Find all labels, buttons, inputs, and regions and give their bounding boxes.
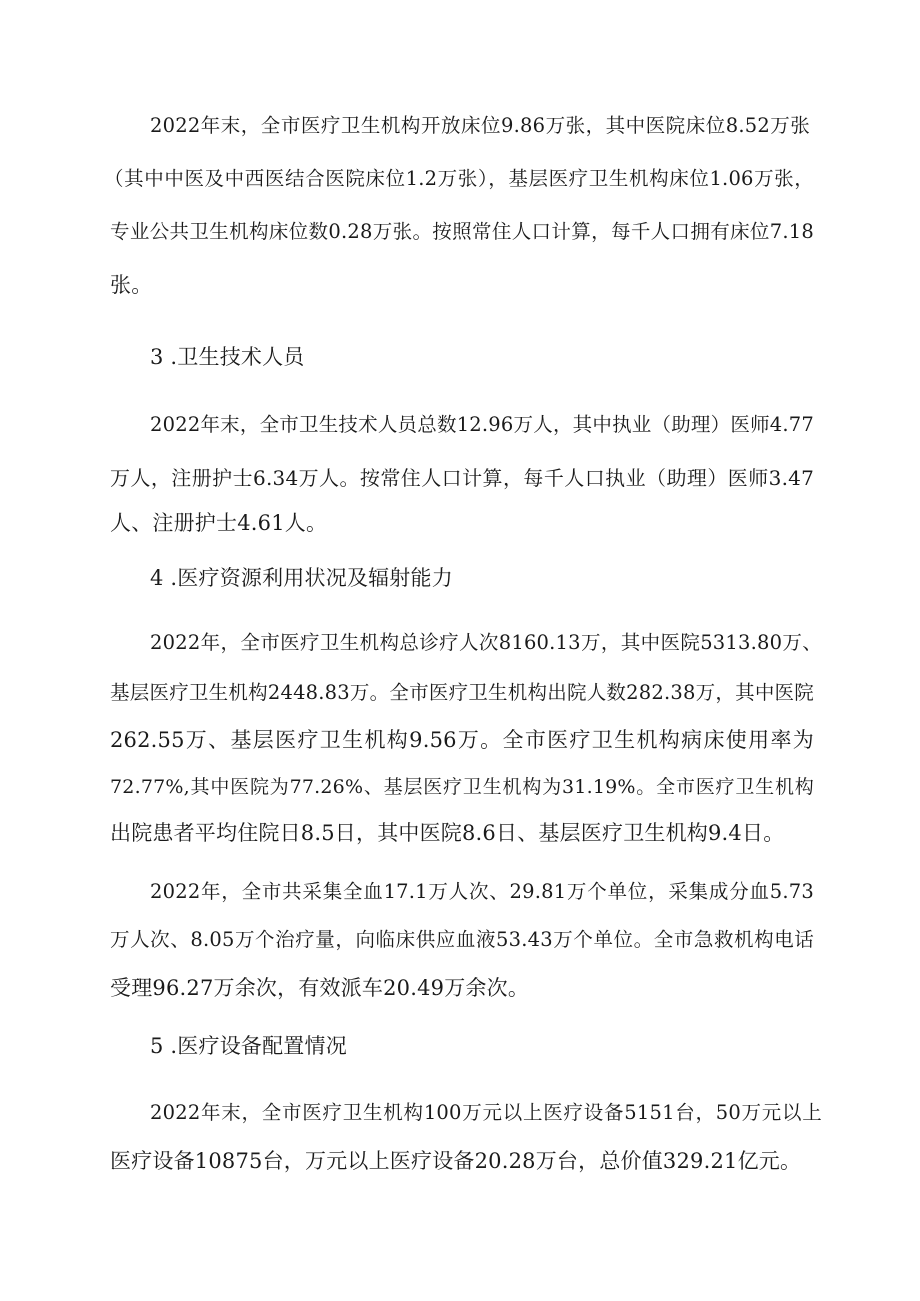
paragraph-line: 万人次、8.05万个治疗量，向临床供应血液53.43万个单位。全市急救机构电话 — [110, 928, 814, 951]
paragraph-line: 张。 — [110, 273, 153, 297]
paragraph-line: 2022年，全市医疗卫生机构总诊疗人次8160.13万，其中医院5313.80万、 — [150, 631, 822, 654]
section-heading-resource-utilization: 4 .医疗资源利用状况及辐射能力 — [150, 566, 453, 590]
paragraph-line: 2022年末，全市卫生技术人员总数12.96万人，其中执业（助理）医师4.77 — [150, 413, 814, 436]
paragraph-line: 受理96.27万余次，有效派车20.49万余次。 — [110, 976, 530, 1000]
paragraph-line: （其中中医及中西医结合医院床位1.2万张），基层医疗卫生机构床位1.06万张， — [104, 167, 814, 190]
paragraph-line: 2022年末，全市医疗卫生机构开放床位9.86万张，其中医院床位8.52万张 — [150, 114, 810, 137]
section-heading-health-technicians: 3 .卫生技术人员 — [150, 345, 305, 369]
paragraph-line: 2022年末，全市医疗卫生机构100万元以上医疗设备5151台，50万元以上 — [150, 1101, 822, 1124]
paragraph-line: 72.77%,其中医院为77.26%、基层医疗卫生机构为31.19%。全市医疗卫生机构 — [110, 776, 814, 798]
section-heading-equipment: 5 .医疗设备配置情况 — [150, 1034, 347, 1058]
paragraph-line: 2022年，全市共采集全血17.1万人次、29.81万个单位，采集成分血5.73 — [150, 880, 814, 903]
paragraph-line: 万人，注册护士6.34万人。按常住人口计算，每千人口执业（助理）医师3.47 — [110, 466, 814, 490]
paragraph-line: 专业公共卫生机构床位数0.28万张。按照常住人口计算，每千人口拥有床位7.18 — [110, 220, 814, 243]
paragraph-line: 262.55万、基层医疗卫生机构9.56万。全市医疗卫生机构病床使用率为 — [110, 728, 814, 752]
paragraph-line: 医疗设备10875台，万元以上医疗设备20.28万台，总价值329.21亿元。 — [110, 1149, 802, 1173]
paragraph-line: 出院患者平均住院日8.5日，其中医院8.6日、基层医疗卫生机构9.4日。 — [110, 821, 785, 845]
paragraph-line: 基层医疗卫生机构2448.83万。全市医疗卫生机构出院人数282.38万，其中医院 — [110, 681, 814, 704]
paragraph-line: 人、注册护士4.61人。 — [110, 511, 328, 535]
